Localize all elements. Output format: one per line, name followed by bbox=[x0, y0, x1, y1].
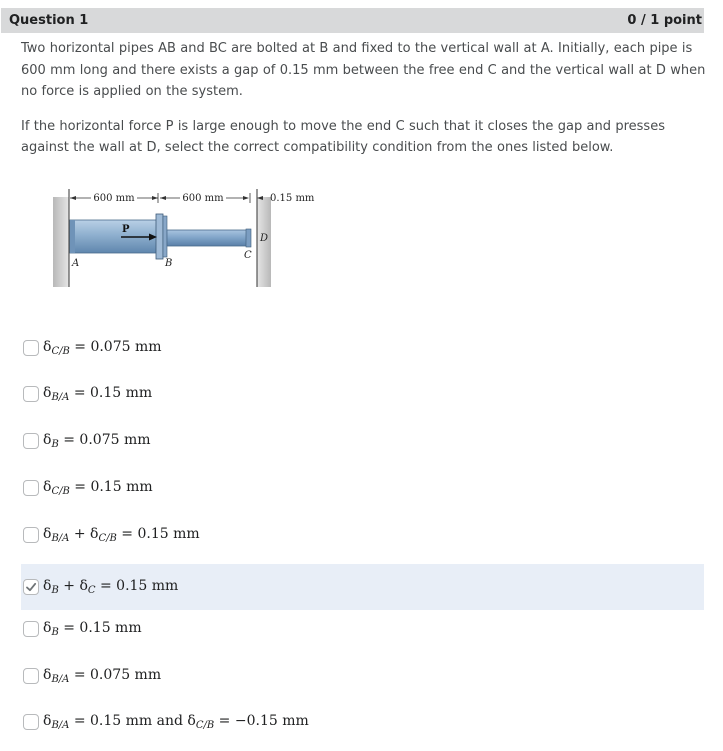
checkbox[interactable] bbox=[23, 668, 39, 684]
flange-b bbox=[156, 214, 163, 259]
option-formula: $\delta_{B/A} = 0.075$ mm bbox=[43, 667, 162, 685]
pipe-diagram bbox=[51, 187, 331, 289]
question-title: Question 1 bbox=[9, 13, 89, 28]
option-1[interactable] bbox=[21, 325, 704, 371]
label-d: D bbox=[260, 233, 269, 244]
label-b: B bbox=[165, 258, 173, 269]
option-formula: $\delta_{C/B} = 0.15$ mm bbox=[43, 479, 153, 497]
option-formula: $\delta_{B/A} = 0.15$ mm bbox=[43, 385, 153, 403]
checkbox[interactable] bbox=[23, 386, 39, 402]
question-paragraph-2: If the horizontal force P is large enough to move the end C such that it closes the gap and presses against the wall at D, select the correct compatibility condition from the ones listed below. bbox=[21, 118, 665, 155]
option-9[interactable] bbox=[21, 699, 704, 745]
dim-ab-label: 600 mm bbox=[93, 193, 135, 204]
option-formula: $\delta_B = 0.075$ mm bbox=[43, 432, 151, 450]
option-5[interactable] bbox=[21, 512, 704, 558]
question-score: 0 / 1 point bbox=[627, 13, 702, 28]
option-formula: $\delta_{C/B} = 0.075$ mm bbox=[43, 339, 162, 357]
checkbox[interactable] bbox=[23, 714, 39, 730]
question-paragraph-1: Two horizontal pipes AB and BC are bolted at B and fixed to the vertical wall at A. Initially, each pipe is 600 mm long and there exists a gap of 0.15 mm between the free end C and the vertical wall at D when no force is applied on the system. bbox=[21, 41, 706, 99]
dim-bc-label: 600 mm bbox=[182, 193, 224, 204]
label-p: P bbox=[122, 224, 130, 235]
option-formula: $\delta_{B/A} = 0.15$ mm and $\delta_{C/B} = -0.15$ mm bbox=[43, 713, 309, 731]
option-formula: $\delta_B + \delta_C = 0.15$ mm bbox=[43, 578, 179, 596]
option-4[interactable] bbox=[21, 465, 704, 511]
checkbox[interactable] bbox=[23, 340, 39, 356]
pipe-bc bbox=[167, 230, 250, 246]
option-8[interactable] bbox=[21, 653, 704, 699]
option-7[interactable] bbox=[21, 606, 704, 652]
wall-a bbox=[53, 197, 69, 287]
option-formula: $\delta_{B/A} + \delta_{C/B} = 0.15$ mm bbox=[43, 526, 200, 544]
checkbox[interactable] bbox=[23, 480, 39, 496]
dim-gap-label: 0.15 mm bbox=[270, 193, 315, 204]
checkbox[interactable] bbox=[23, 621, 39, 637]
label-c: C bbox=[244, 250, 252, 261]
option-2[interactable] bbox=[21, 371, 704, 417]
option-6[interactable] bbox=[21, 564, 704, 610]
check-icon bbox=[25, 581, 37, 593]
checkbox-checked[interactable] bbox=[23, 579, 39, 595]
option-formula: $\delta_B = 0.15$ mm bbox=[43, 620, 142, 638]
question-header bbox=[1, 8, 704, 33]
label-a: A bbox=[72, 258, 80, 269]
option-3[interactable] bbox=[21, 418, 704, 464]
checkbox[interactable] bbox=[23, 433, 39, 449]
checkbox[interactable] bbox=[23, 527, 39, 543]
question-body bbox=[21, 38, 707, 159]
